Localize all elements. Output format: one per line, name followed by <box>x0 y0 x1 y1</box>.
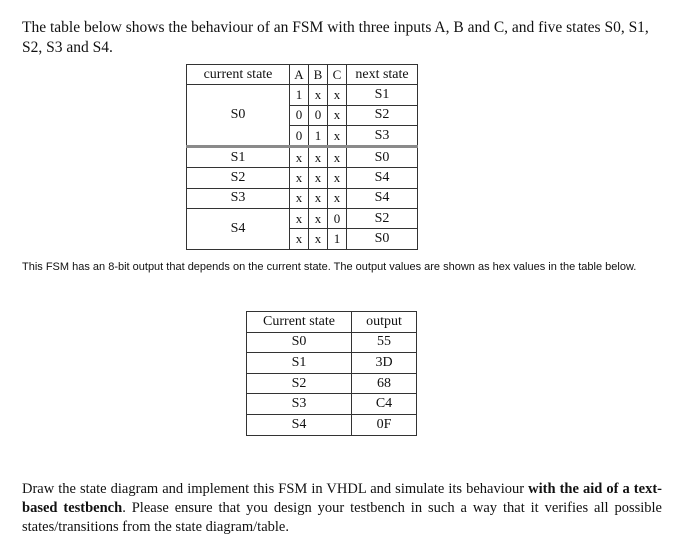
output-note <box>22 259 662 275</box>
table-row <box>187 85 418 105</box>
next-state-cell: S1 <box>347 85 418 105</box>
next-state-cell: S3 <box>347 125 418 146</box>
header-next-state: next state <box>347 65 418 85</box>
input-b-cell: 0 <box>309 105 328 125</box>
input-c-cell: 1 <box>328 229 347 249</box>
state-cell: S2 <box>187 168 290 188</box>
input-a-cell: x <box>290 229 309 249</box>
output-cell: C4 <box>352 394 417 415</box>
table-row <box>247 332 417 353</box>
input-a-cell: x <box>290 209 309 229</box>
table-row <box>247 353 417 374</box>
header-current-state: current state <box>187 65 290 85</box>
table-row <box>247 394 417 415</box>
task-text-bold: with the aid of a text-based testbench <box>22 481 662 516</box>
input-c-cell: x <box>328 188 347 208</box>
header-current-state: Current state <box>247 312 352 333</box>
next-state-cell: S4 <box>347 168 418 188</box>
state-cell: S2 <box>247 373 352 394</box>
input-b-cell: x <box>309 188 328 208</box>
input-c-cell: x <box>328 168 347 188</box>
next-state-cell: S4 <box>347 188 418 208</box>
table-header-row <box>187 65 418 85</box>
input-c-cell: 0 <box>328 209 347 229</box>
input-a-cell: 0 <box>290 125 309 146</box>
state-cell: S1 <box>187 147 290 168</box>
input-b-cell: x <box>309 85 328 105</box>
table-row <box>187 168 418 188</box>
input-a-cell: x <box>290 168 309 188</box>
table-row <box>247 373 417 394</box>
input-a-cell: 1 <box>290 85 309 105</box>
output-note-text: This FSM has an 8-bit output that depends on the current state. The output values are shown as hex values in the table below. <box>22 261 637 273</box>
next-state-cell: S0 <box>347 229 418 249</box>
state-cell: S0 <box>247 332 352 353</box>
task-text <box>22 480 662 537</box>
header-a: A <box>290 65 309 85</box>
input-a-cell: 0 <box>290 105 309 125</box>
input-c-cell: x <box>328 85 347 105</box>
state-cell: S3 <box>247 394 352 415</box>
next-state-cell: S2 <box>347 105 418 125</box>
state-cell: S4 <box>187 209 290 250</box>
input-b-cell: x <box>309 229 328 249</box>
state-cell: S4 <box>247 414 352 435</box>
intro-paragraph <box>22 18 662 58</box>
output-cell: 3D <box>352 353 417 374</box>
input-c-cell: x <box>328 147 347 168</box>
table-row <box>187 147 418 168</box>
task-paragraph <box>22 480 662 537</box>
output-table <box>246 311 417 436</box>
input-c-cell: x <box>328 105 347 125</box>
table-row <box>187 188 418 208</box>
header-c: C <box>328 65 347 85</box>
intro-text: The table below shows the behaviour of an FSM with three inputs A, B and C, and five states S0, S1, S2, S3 and S4. <box>22 19 649 56</box>
next-state-cell: S0 <box>347 147 418 168</box>
state-cell: S3 <box>187 188 290 208</box>
task-text-part2: . Please ensure that you design your testbench in such a way that it verifies all possible states/transitions from the state diagram/table. <box>22 500 662 535</box>
state-cell: S0 <box>187 85 290 147</box>
input-a-cell: x <box>290 188 309 208</box>
table-header-row <box>247 312 417 333</box>
input-b-cell: x <box>309 168 328 188</box>
task-text-part1: Draw the state diagram and implement this FSM in VHDL and simulate its behaviour <box>22 481 529 497</box>
table-row <box>187 209 418 229</box>
output-cell: 55 <box>352 332 417 353</box>
output-cell: 0F <box>352 414 417 435</box>
input-b-cell: x <box>309 209 328 229</box>
input-b-cell: 1 <box>309 125 328 146</box>
state-cell: S1 <box>247 353 352 374</box>
input-a-cell: x <box>290 147 309 168</box>
input-b-cell: x <box>309 147 328 168</box>
header-b: B <box>309 65 328 85</box>
input-c-cell: x <box>328 125 347 146</box>
fsm-transition-table <box>186 64 418 250</box>
header-output: output <box>352 312 417 333</box>
table-row <box>247 414 417 435</box>
next-state-cell: S2 <box>347 209 418 229</box>
output-cell: 68 <box>352 373 417 394</box>
